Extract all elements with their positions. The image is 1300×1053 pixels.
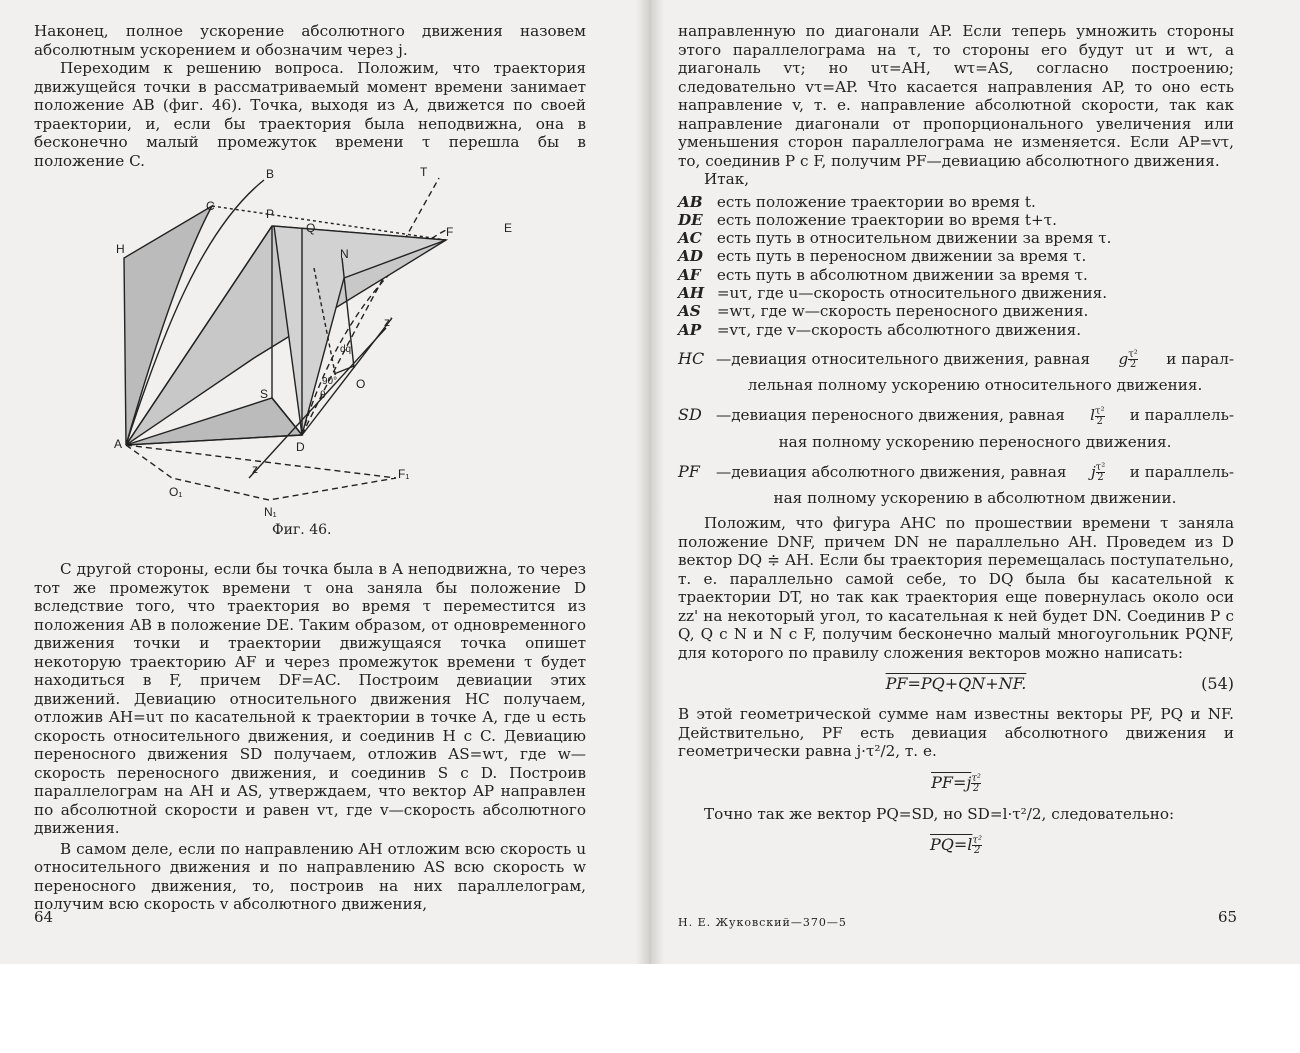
- label-zprime: z': [384, 315, 393, 329]
- deviation-pf: PF —девиация абсолютного движения, равная j $\frac{\text{τ²}}{2}$ и параллель- ная полному ускорению в абсолютном движении.: [678, 461, 1234, 508]
- label-s: S: [260, 387, 269, 401]
- signature-footer: Н. Е. Жуковский—370—5: [678, 916, 847, 929]
- deviation-hc: HC —девиация относительного движения, равная g $\frac{\text{τ²}}{2}$ и парал- лельная полному ускорению относительного движения.: [678, 348, 1234, 395]
- formula-54: PF=PQ+QN+NF. (54): [885, 674, 1234, 694]
- label-p: P: [266, 207, 275, 221]
- label-n1: N₁: [264, 505, 277, 519]
- definition-row: AD есть путь в переносном движении за время τ.: [678, 247, 1087, 266]
- page-number-left: 64: [34, 908, 54, 926]
- left-paragraph-4: В самом деле, если по направлению AH отложим всю скорость u относительного движения и по направлению AS всю скорость w переносного движения, то, построив на них параллелограм, получим всю скорость v абсолютного движения,: [34, 839, 586, 913]
- right-page: [678, 22, 1234, 867]
- definition-row: DE есть положение траектории во время t+τ.: [678, 210, 1057, 229]
- label-e: E: [504, 221, 513, 235]
- label-t: T: [420, 165, 428, 179]
- left-paragraph-3: С другой стороны, если бы точка была в A неподвижна, то через тот же промежуток времени τ она заняла бы положение D вследствие того, что траектория во время τ переместится из положения AB в положение DE. Таким образом, от одновременного движения точки и траектории движущаяся точка опишет некоторую траекторию AF и через промежуток времени τ будет находиться в F, причем DF=AC. Построим девиации этих движений. Девиацию относительного движения HC получаем, отложив AH=uτ по касательной к траектории в точке A, где u есть скорость относительного движения, и соединив H с C. Девиацию переносного движения SD получаем, отложив AS=wτ, где w—скорость переносного движения, и соединив S с D. Построив параллелограм на AH и AS, утверждаем, что вектор AP направлен по абсолютной скорости и равен vτ, где v—скорость абсолютного движения.: [34, 560, 586, 837]
- left-page-lower: [34, 560, 586, 914]
- formula-pq: PQ=l $\frac{\text{τ²}}{2}$: [930, 835, 982, 857]
- right-paragraph-4: Точно так же вектор PQ=SD, но SD=l·τ²/2, следовательно:: [704, 804, 1175, 823]
- definition-row: AP =vτ, где v—скорость абсолютного движения.: [678, 320, 1082, 339]
- left-paragraph-2: Переходим к решению вопроса. Положим, что траектория движущейся точки в рассматриваемый момент времени занимает положение AB (фиг. 46). Точка, выходя из A, движется по своей траектории, и, если бы траектория была неподвижна, она в бесконечно малый промежуток времени τ перешла бы в положение C.: [34, 59, 586, 170]
- book-gutter: [636, 0, 664, 964]
- definition-row: AB есть положение траектории во время t.: [678, 192, 1036, 211]
- label-dq: dq: [340, 344, 352, 355]
- definition-row: AS =wτ, где w—скорость переносного движения.: [678, 302, 1089, 321]
- label-a: A: [114, 437, 123, 451]
- shaded-dnf: [274, 226, 446, 435]
- label-c: C: [206, 199, 215, 213]
- right-paragraph-3: В этой геометрической сумме нам известны векторы PF, PQ и NF. Действительно, PF есть девиация абсолютного движения и геометрически равна j·τ²/2, т. е.: [678, 705, 1234, 761]
- deviation-sd: SD —девиация переносного движения, равная l $\frac{\text{τ²}}{2}$ и параллель- ная полному ускорению переносного движения.: [678, 405, 1234, 451]
- lower-dashed-polygon: [126, 445, 396, 500]
- itak-line: Итак,: [704, 170, 750, 188]
- equation-number: (54): [1201, 674, 1234, 694]
- label-angle-90: 90°: [322, 376, 338, 387]
- right-paragraph-1: направленную по диагонали AP. Если теперь умножить стороны этого параллелограма на τ, то стороны его будут uτ и wτ, а диагональ vτ; но uτ=AH, wτ=AS, согласно построению; следовательно vτ=AP. Что касается направления AP, то оно есть направление v, т. е. направление абсолютной скорости, так как направление диагонали от пропорционального увеличения или уменьшения сторон параллелограма не изменяется. Если AP=vτ, то, соединив P с F, получим PF—девиацию абсолютного движения.: [678, 22, 1234, 170]
- figure-46-diagram: [74, 148, 513, 538]
- label-d: D: [296, 440, 305, 454]
- label-o: O: [356, 377, 366, 391]
- label-theta: θ: [320, 390, 326, 401]
- label-z: z: [252, 462, 258, 476]
- definition-row: AH =uτ, где u—скорость относительного движения.: [678, 283, 1108, 302]
- formula-pf: PF=j $\frac{\text{τ²}}{2}$: [931, 772, 981, 794]
- label-n: N: [340, 247, 349, 261]
- figure-caption: Фиг. 46.: [272, 522, 332, 538]
- left-paragraph-1: Наконец, полное ускорение абсолютного движения назовем абсолютным ускорением и обозначим через j.: [34, 22, 586, 59]
- label-h: H: [116, 242, 125, 256]
- definitions-list: [678, 193, 1234, 339]
- label-f: F: [446, 225, 454, 239]
- label-b: B: [266, 167, 275, 181]
- definition-row: AC есть путь в относительном движении за время τ.: [678, 229, 1112, 248]
- right-paragraph-2: Положим, что фигура AHC по прошествии времени τ заняла положение DNF, причем DN не параллельно AH. Проведем из D вектор DQ ≑ AH. Если бы траектория перемещалась поступательно, т. е. параллельно самой себе, то DQ была бы касательной к траектории DT, но так как траектория еще повернулась около оси zz' на некоторый угол, то касательная к ней будет DN. Соединив P с Q, Q с N и N с F, получим бесконечно малый многоугольник PQNF, для которого по правилу сложения векторов можно написать:: [678, 514, 1234, 662]
- page-number-right: 65: [1218, 908, 1238, 926]
- label-f1: F₁: [398, 467, 410, 481]
- label-o1: O₁: [169, 485, 183, 499]
- label-q: Q: [306, 221, 316, 235]
- definition-row: AF есть путь в абсолютном движении за время τ.: [678, 265, 1088, 284]
